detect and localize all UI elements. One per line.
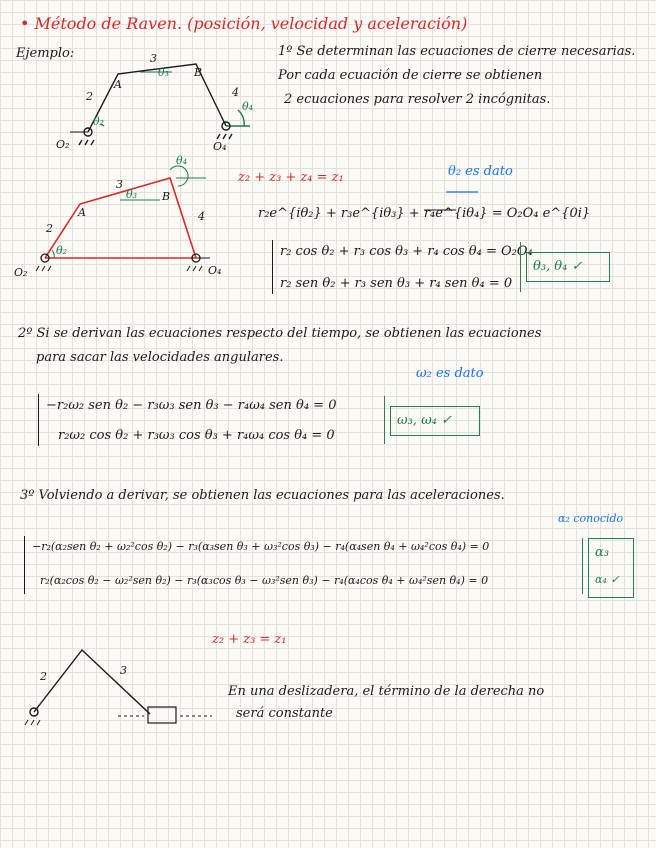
complex-equation: r₂e^{iθ₂} + r₃e^{iθ₃} + r₄e^{iθ₄} = O₂O₄ e^{0i}	[258, 206, 591, 221]
step3-line: 3º Volviendo a derivar, se obtienen las ecuaciones para las aceleraciones.	[20, 488, 505, 503]
position-unknowns-box	[526, 252, 610, 282]
theta4-label-b: θ₄	[176, 154, 188, 167]
theta3-label: θ₃	[158, 66, 170, 79]
velocity-eq-2: r₂ω₂ cos θ₂ + r₃ω₃ cos θ₃ + r₄ω₄ cos θ₄ = 0	[58, 428, 335, 443]
joint-a-label: A	[114, 78, 122, 91]
joint-a-label-b: A	[78, 206, 86, 219]
omega2-given-note: ω₂ es dato	[416, 366, 484, 381]
acceleration-eq-2: r₂(α₂cos θ₂ − ω₂²sen θ₂) − r₃(α₃cos θ₃ − ω₃²sen θ₃) − r₄(α₄cos θ₄ + ω₄²sen θ₄) = 0	[40, 574, 489, 587]
theta2-label: θ₂	[93, 115, 105, 128]
theta3-label-b: θ₃	[126, 188, 138, 201]
joint-b-label: B	[194, 66, 203, 79]
position-eq-2: r₂ sen θ₂ + r₃ sen θ₃ + r₄ sen θ₄ = 0	[280, 276, 513, 291]
link-2-label-b: 2	[46, 222, 53, 235]
acceleration-unknowns-brace	[582, 538, 583, 594]
alpha3-label: α₃	[595, 545, 609, 560]
step1-line3: 2 ecuaciones para resolver 2 incógnitas.	[284, 92, 551, 107]
velocity-brace	[38, 394, 39, 446]
link-2-label: 2	[86, 90, 93, 103]
step2-line2: para sacar las velocidades angulares.	[36, 350, 284, 365]
pivot-o2-label: O₂	[56, 138, 70, 151]
position-unknowns-brace	[520, 242, 521, 292]
alpha2-known-note: α₂ conocido	[558, 512, 624, 525]
position-brace	[272, 240, 273, 294]
link-3-label: 3	[150, 52, 157, 65]
theta2-given-note: θ₂ es dato	[448, 164, 513, 179]
step2-line1: 2º Si se derivan las ecuaciones respecto del tiempo, se obtienen las ecuaciones	[18, 326, 542, 341]
link-4-label: 4	[232, 86, 239, 99]
theta2-label-b: θ₂	[56, 244, 68, 257]
position-eq-1: r₂ cos θ₂ + r₃ cos θ₃ + r₄ cos θ₄ = O₂O₄	[280, 244, 533, 259]
page-title: • Método de Raven. (posición, velocidad y aceleración)	[20, 14, 468, 33]
joint-b-label-b: B	[162, 190, 171, 203]
step1-line2: Por cada ecuación de cierre se obtienen	[278, 68, 543, 83]
slider-link-3-label: 3	[120, 664, 127, 677]
alpha4-label: α₄ ✓	[595, 573, 620, 586]
slider-link-2-label: 2	[40, 670, 47, 683]
link-4-label-b: 4	[198, 210, 205, 223]
position-unknowns: θ₃, θ₄ ✓	[533, 259, 583, 274]
pivot-o4-label: O₄	[213, 140, 227, 153]
velocity-eq-1: −r₂ω₂ sen θ₂ − r₃ω₃ sen θ₃ − r₄ω₄ sen θ₄ = 0	[46, 398, 337, 413]
slider-note-line2: será constante	[236, 706, 333, 721]
slider-note-line1: En una deslizadera, el término de la derecha no	[228, 684, 545, 699]
theta4-label: θ₄	[242, 100, 254, 113]
velocity-unknowns-box	[390, 406, 480, 436]
closure-equation: z₂ + z₃ + z₄ = z₁	[238, 170, 344, 185]
link-3-label-b: 3	[116, 178, 123, 191]
step1-line1: 1º Se determinan las ecuaciones de cierre necesarias.	[278, 44, 636, 59]
slider-crank-sketch	[25, 650, 212, 725]
example-label: Ejemplo:	[16, 46, 75, 61]
acceleration-brace	[24, 536, 25, 594]
slider-equation: z₂ + z₃ = z₁	[212, 632, 287, 647]
acceleration-unknowns-box	[588, 538, 634, 598]
velocity-unknowns: ω₃, ω₄ ✓	[397, 413, 452, 428]
pivot-o4-label-b: O₄	[208, 264, 222, 277]
velocity-unknowns-brace	[384, 396, 385, 444]
acceleration-eq-1: −r₂(α₂sen θ₂ + ω₂²cos θ₂) − r₃(α₃sen θ₃ + ω₃²cos θ₃) − r₄(α₄sen θ₄ + ω₄²cos θ₄) = 0	[32, 540, 490, 553]
pivot-o2-label-b: O₂	[14, 266, 28, 279]
